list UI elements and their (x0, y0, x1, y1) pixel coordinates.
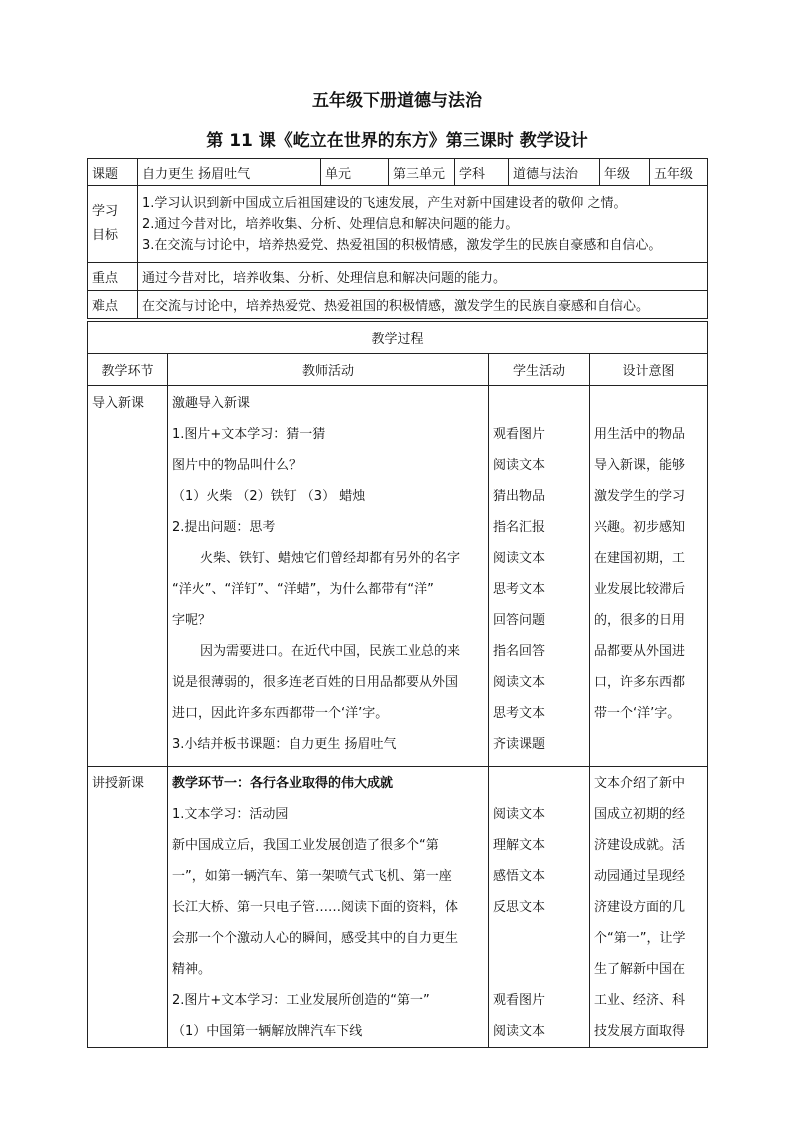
teacher-line: 2.图片+文本学习：工业发展所创造的“第一” (172, 993, 430, 1008)
header-teacher: 教师活动 (168, 354, 489, 386)
teacher-activity-intro (168, 386, 489, 767)
teacher-line: 3.小结并板书课题：自力更生 扬眉吐气 (172, 737, 397, 752)
section-intro-row (88, 386, 708, 767)
stage-label: 导入新课 (92, 396, 145, 411)
teacher-line: 会那一个个激动人心的瞬间，感受其中的自力更生 (172, 931, 459, 946)
stage-teaching (88, 767, 168, 1048)
difficulty-label: 难点 (88, 291, 138, 319)
goal-item: 1.学习认识到新中国成立后祖国建设的飞速发展，产生对新中国建设者的敬仰 之情。 (142, 195, 627, 211)
student-line: 感悟文本 (493, 869, 546, 884)
design-line: 在建国初期，工 (594, 551, 686, 566)
header-design: 设计意图 (590, 354, 708, 386)
teacher-line: （1）火柴 （2）铁钉 （3） 蜡烛 (172, 489, 366, 504)
design-line: 文本介绍了新中 (594, 776, 686, 791)
teacher-line: 1.文本学习：活动园 (172, 807, 289, 822)
teacher-line: 字呢？ (172, 613, 212, 628)
student-line: 阅读文本 (493, 675, 546, 690)
teaching-step-heading: 教学环节一：各行各业取得的伟大成就 (172, 776, 394, 791)
section-teaching-row (88, 767, 708, 1048)
info-row-topic (88, 159, 708, 186)
student-activity-teaching (489, 767, 590, 1048)
topic-value: 自力更生 扬眉吐气 (138, 159, 321, 186)
design-line: 品都要从外国进 (594, 644, 686, 659)
student-line: 思考文本 (493, 706, 546, 721)
student-line (493, 388, 585, 419)
unit-label: 单元 (321, 159, 389, 186)
goal-item: 2.通过今昔对比，培养收集、分析、处理信息和解决问题的能力。 (142, 216, 519, 232)
design-line: 动园通过呈现经 (594, 869, 686, 884)
info-row-goals (88, 186, 708, 263)
design-line: 济建设成就。活 (594, 838, 686, 853)
teacher-line: 因为需要进口。在近代中国，民族工业总的来 (200, 644, 461, 659)
student-line: 观看图片 (493, 427, 546, 442)
header-student: 学生活动 (489, 354, 590, 386)
teacher-line: 1.图片+文本学习：猜一猜 (172, 427, 326, 442)
goals-label-line2: 目标 (92, 228, 119, 243)
teacher-line: 长江大桥、第一只电子管……阅读下面的资料，体 (172, 900, 459, 915)
document-title: 五年级下册道德与法治 (312, 91, 482, 111)
document-subtitle: 第 11 课《屹立在世界的东方》第三课时 教学设计 (206, 131, 588, 151)
design-line: 口，许多东西都 (594, 675, 686, 690)
teacher-line: 火柴、铁钉、蜡烛它们曾经却都有另外的名字 (200, 551, 461, 566)
teacher-line: 2.提出问题：思考 (172, 520, 276, 535)
subject-value: 道德与法治 (509, 159, 600, 186)
student-line: 指名汇报 (493, 520, 546, 535)
grade-label: 年级 (600, 159, 650, 186)
design-intent-intro (590, 386, 708, 767)
design-line: 个“第一”，让学 (594, 931, 686, 946)
grade-value: 五年级 (650, 159, 708, 186)
goals-label-line1: 学习 (92, 204, 119, 219)
student-line: 思考文本 (493, 582, 546, 597)
design-line: 生了解新中国在 (594, 962, 686, 977)
stage-intro (88, 386, 168, 767)
goals-content (138, 186, 708, 263)
teacher-line: 图片中的物品叫什么？ (172, 458, 303, 473)
design-intent-teaching (590, 767, 708, 1048)
process-heading-row (88, 322, 708, 354)
process-heading: 教学过程 (88, 322, 708, 354)
student-activity-intro (489, 386, 590, 767)
stage-label: 讲授新课 (92, 776, 145, 791)
design-line: 导入新课，能够 (594, 458, 686, 473)
key-label: 重点 (88, 263, 138, 291)
design-line: 国成立初期的经 (594, 807, 686, 822)
design-line: 激发学生的学习 (594, 489, 686, 504)
lesson-info-table (87, 158, 708, 319)
teaching-process-table (87, 321, 708, 1048)
header-stage: 教学环节 (88, 354, 168, 386)
teacher-line: 激趣导入新课 (172, 396, 251, 411)
student-line: 理解文本 (493, 838, 546, 853)
teacher-line: 新中国成立后，我国工业发展创造了很多个“第 (172, 838, 439, 853)
teacher-line: 说是很薄弱的，很多连老百姓的日用品都要从外国 (172, 675, 459, 690)
subject-label: 学科 (455, 159, 509, 186)
student-line: 阅读文本 (493, 1024, 546, 1039)
design-line: 业发展比较滞后 (594, 582, 686, 597)
teacher-activity-teaching (168, 767, 489, 1048)
process-header-row (88, 354, 708, 386)
design-line: 工业、经济、科 (594, 993, 686, 1008)
student-line: 阅读文本 (493, 807, 546, 822)
key-value: 通过今昔对比，培养收集、分析、处理信息和解决问题的能力。 (138, 263, 708, 291)
info-row-key (88, 263, 708, 291)
difficulty-value: 在交流与讨论中，培养热爱党、热爱祖国的积极情感，激发学生的民族自豪感和自信心。 (138, 291, 708, 319)
info-row-difficulty (88, 291, 708, 319)
teacher-line: 精神。 (172, 962, 212, 977)
student-line: 反思文本 (493, 900, 546, 915)
student-line: 猜出物品 (493, 489, 546, 504)
student-line: 指名回答 (493, 644, 546, 659)
goal-item: 3.在交流与讨论中，培养热爱党、热爱祖国的积极情感，激发学生的民族自豪感和自信心。 (142, 237, 662, 253)
teacher-line: 进口，因此许多东西都带一个‘洋’字。 (172, 706, 389, 721)
teacher-line: （1）中国第一辆解放牌汽车下线 (172, 1024, 363, 1039)
student-line (493, 768, 585, 799)
design-line: 的，很多的日用 (594, 613, 686, 628)
design-line: 兴趣。初步感知 (594, 520, 686, 535)
student-line: 回答问题 (493, 613, 546, 628)
teacher-line: 一”，如第一辆汽车、第一架喷气式飞机、第一座 (172, 869, 452, 884)
unit-value: 第三单元 (389, 159, 455, 186)
student-line (493, 954, 585, 985)
teacher-line: “洋火”、“洋钉”、“洋蜡”，为什么都带有“洋” (172, 582, 434, 597)
goals-label (88, 186, 138, 263)
student-line: 阅读文本 (493, 551, 546, 566)
student-line: 观看图片 (493, 993, 546, 1008)
design-line (594, 388, 703, 419)
design-line: 济建设方面的几 (594, 900, 686, 915)
student-line: 齐读课题 (493, 737, 546, 752)
design-line: 带一个‘洋’字。 (594, 706, 681, 721)
topic-label: 课题 (88, 159, 138, 186)
design-line: 技发展方面取得 (594, 1024, 686, 1039)
student-line (493, 923, 585, 954)
student-line: 阅读文本 (493, 458, 546, 473)
design-line: 用生活中的物品 (594, 427, 686, 442)
